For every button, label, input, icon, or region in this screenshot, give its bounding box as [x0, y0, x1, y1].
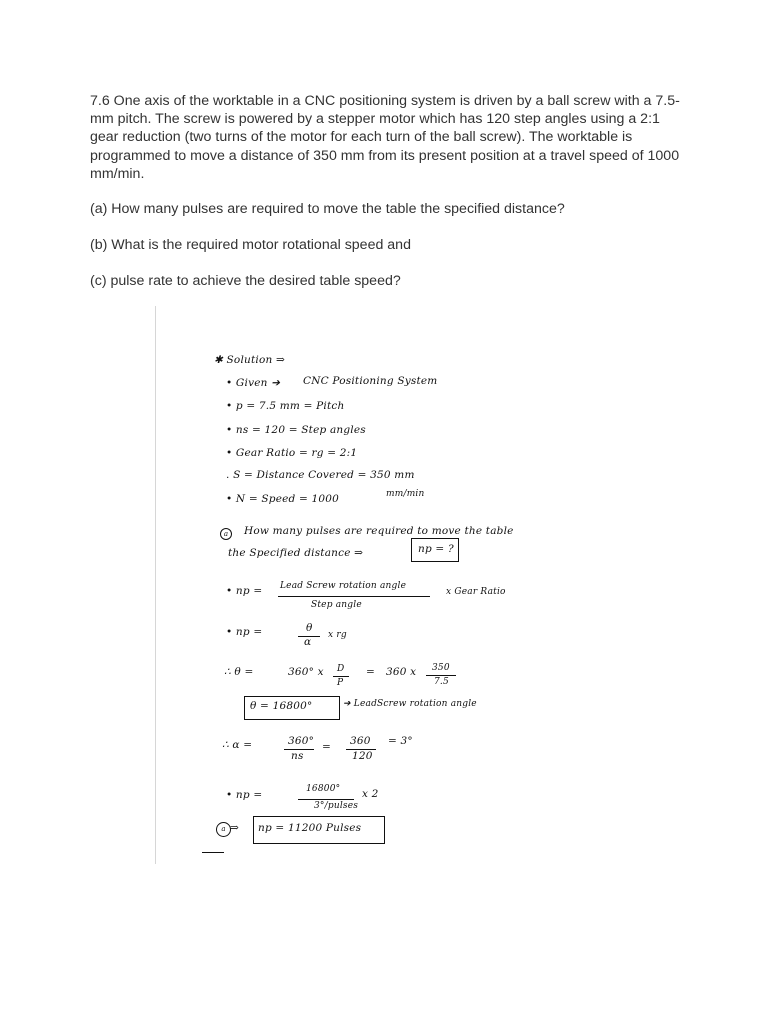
theta-result: θ = 16800° — [250, 700, 313, 712]
given-pitch: • p = 7.5 mm = Pitch — [226, 400, 345, 412]
part-a-line-1: How many pulses are required to move the table — [244, 525, 514, 537]
np-formula-2-numerator: θ — [306, 622, 313, 634]
np-formula-3-multiplier: x 2 — [362, 788, 379, 800]
alpha-denominator-1: ns — [291, 750, 304, 762]
theta-denominator-1: P — [337, 678, 344, 688]
question-part-a: (a) How many pulses are required to move the table the specified distance? — [90, 201, 565, 218]
alpha-label: ∴ α = — [222, 739, 253, 751]
theta-bar-1 — [333, 676, 349, 677]
question-part-b: (b) What is the required motor rotational speed and — [90, 237, 411, 254]
part-a-marker: a — [220, 528, 232, 540]
given-speed: • N = Speed = 1000 — [226, 493, 340, 505]
np-formula-1-label: • np = — [226, 585, 263, 597]
np-formula-2-denominator: α — [304, 636, 312, 648]
given-label: • Given ➔ — [226, 377, 281, 389]
alpha-numerator-1: 360° — [288, 735, 315, 747]
solution-end-stroke — [202, 852, 224, 853]
np-formula-1-denominator: Step angle — [311, 600, 362, 610]
np-formula-3-numerator: 16800° — [306, 784, 341, 794]
question-text — [90, 92, 690, 309]
np-formula-1-bar — [278, 596, 430, 597]
np-formula-2-multiplier: x rg — [328, 630, 347, 640]
theta-numerator-1: D — [337, 664, 345, 674]
np-unknown: np = ? — [418, 543, 454, 555]
given-gear-ratio: • Gear Ratio = rg = 2:1 — [226, 447, 358, 459]
np-formula-1-multiplier: x Gear Ratio — [446, 587, 506, 597]
answer-text: np = 11200 Pulses — [258, 822, 362, 834]
alpha-equals: = — [322, 741, 331, 753]
theta-denominator-2: 7.5 — [434, 677, 449, 687]
answer-arrow: ⇒ — [230, 822, 239, 834]
np-formula-3-bar — [298, 799, 354, 800]
given-value: CNC Positioning System — [303, 375, 438, 387]
theta-equals: = — [366, 666, 375, 678]
answer-marker: a — [216, 822, 231, 837]
solution-heading: ✱ Solution ⇒ — [214, 354, 285, 366]
theta-expression-1: 360° x — [288, 666, 324, 678]
theta-bar-2 — [426, 675, 456, 676]
question-part-c: (c) pulse rate to achieve the desired table speed? — [90, 273, 401, 290]
handwritten-solution — [155, 306, 576, 864]
np-formula-3-label: • np = — [226, 789, 263, 801]
np-formula-1-numerator: Lead Screw rotation angle — [280, 581, 407, 591]
alpha-denominator-2: 120 — [352, 750, 373, 762]
theta-note: ➔ LeadScrew rotation angle — [343, 699, 477, 709]
theta-label: ∴ θ = — [224, 666, 254, 678]
part-a-line-2: the Specified distance ⇒ — [228, 547, 364, 559]
np-formula-2-label: • np = — [226, 626, 263, 638]
np-formula-3-denominator: 3°/pulses — [314, 801, 359, 811]
theta-expression-2: 360 x — [386, 666, 417, 678]
alpha-result: = 3° — [388, 735, 413, 747]
given-distance: . S = Distance Covered = 350 mm — [226, 469, 415, 481]
question-intro: 7.6 One axis of the worktable in a CNC positioning system is driven by a ball screw with a 7.5-mm pitch. The screw is powered by a stepper motor which has 120 step angles using a 2:1 gear reduction (two turns of the motor for each turn of the ball screw). The worktable is programmed to move a distance of 350 mm from its present position at a travel speed of 1000 mm/min. — [90, 93, 680, 182]
given-step-angles: • ns = 120 = Step angles — [226, 424, 366, 436]
theta-numerator-2: 350 — [432, 663, 450, 673]
alpha-numerator-2: 360 — [350, 735, 371, 747]
given-speed-unit: mm/min — [386, 489, 425, 499]
